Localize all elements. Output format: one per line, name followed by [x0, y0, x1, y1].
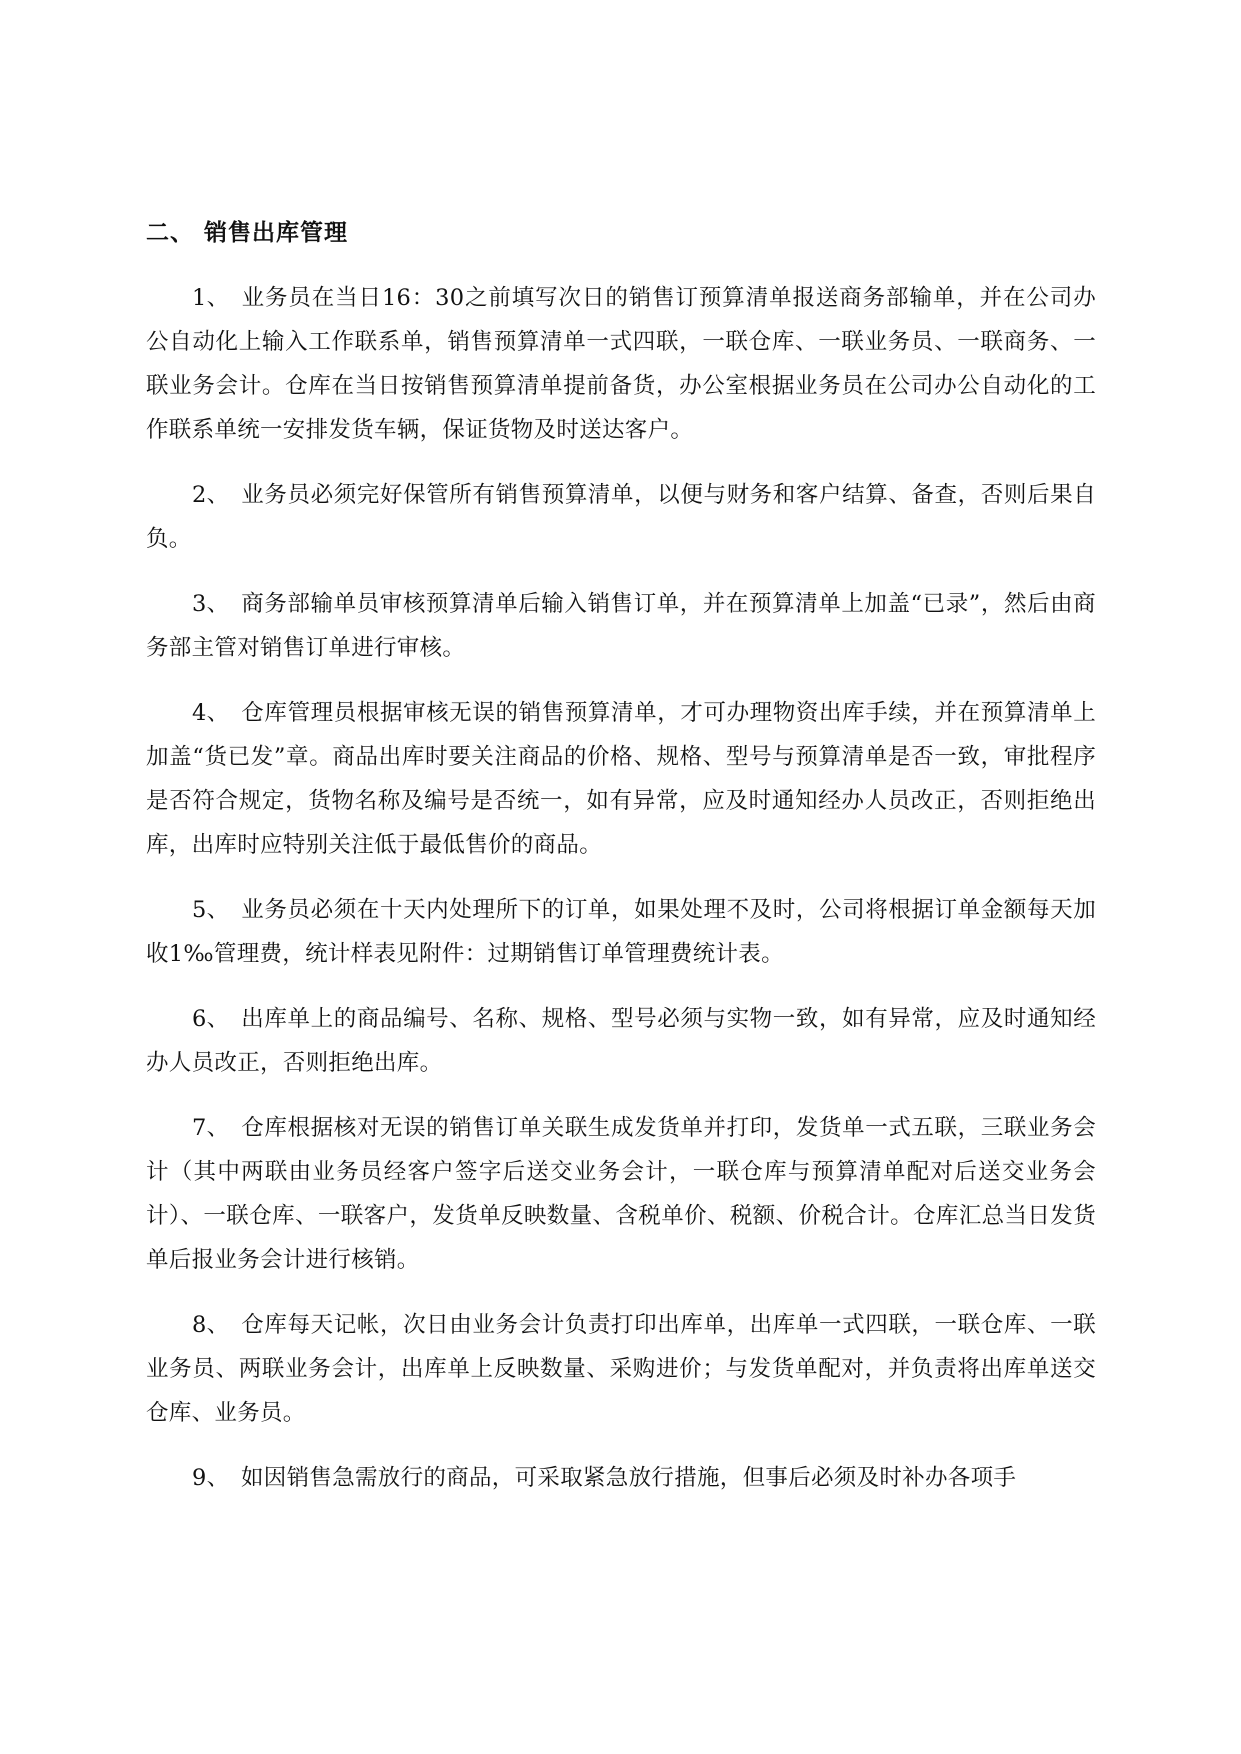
- section-number: 二、: [146, 220, 194, 246]
- paragraph-2: [146, 473, 1096, 561]
- paragraph-number: 8、: [192, 1312, 230, 1338]
- paragraph-7: [146, 1106, 1096, 1282]
- paragraph-number: 9、: [192, 1465, 230, 1491]
- paragraph-text: 商务部输单员审核预算清单后输入销售订单，并在预算清单上加盖“已录”，然后由商务部主管对销售订单进行审核。: [146, 591, 1096, 661]
- paragraph-text: 业务员必须完好保管所有销售预算清单，以便与财务和客户结算、备查，否则后果自负。: [146, 482, 1096, 552]
- paragraph-text: 业务员必须在十天内处理所下的订单，如果处理不及时，公司将根据订单金额每天加收1‰管理费，统计样表见附件：过期销售订单管理费统计表。: [146, 897, 1096, 967]
- paragraph-4: [146, 691, 1096, 867]
- paragraph-6: [146, 997, 1096, 1085]
- document-body: [146, 213, 1096, 1521]
- paragraph-5: [146, 888, 1096, 976]
- paragraph-number: 5、: [192, 897, 230, 923]
- paragraph-text: 如因销售急需放行的商品，可采取紧急放行措施，但事后必须及时补办各项手: [241, 1465, 1017, 1491]
- paragraph-8: [146, 1303, 1096, 1435]
- section-title: 销售出库管理: [204, 220, 348, 246]
- paragraph-1: [146, 276, 1096, 452]
- paragraph-number: 2、: [192, 482, 230, 508]
- paragraph-text: 业务员在当日16：30之前填写次日的销售订预算清单报送商务部输单，并在公司办公自动化上输入工作联系单，销售预算清单一式四联，一联仓库、一联业务员、一联商务、一联业务会计。仓库在当日按销售预算清单提前备货，办公室根据业务员在公司办公自动化的工作联系单统一安排发货车辆，保证货物及时送达客户。: [146, 285, 1096, 443]
- paragraph-number: 4、: [192, 700, 230, 726]
- paragraph-text: 仓库根据核对无误的销售订单关联生成发货单并打印，发货单一式五联，三联业务会计（其中两联由业务员经客户签字后送交业务会计，一联仓库与预算清单配对后送交业务会计）、一联仓库、一联客户，发货单反映数量、含税单价、税额、价税合计。仓库汇总当日发货单后报业务会计进行核销。: [146, 1115, 1096, 1273]
- paragraph-number: 6、: [192, 1006, 230, 1032]
- paragraph-number: 7、: [192, 1115, 230, 1141]
- paragraph-text: 仓库每天记帐，次日由业务会计负责打印出库单，出库单一式四联，一联仓库、一联业务员、两联业务会计，出库单上反映数量、采购进价；与发货单配对，并负责将出库单送交仓库、业务员。: [146, 1312, 1096, 1426]
- paragraph-number: 3、: [192, 591, 230, 617]
- paragraph-3: [146, 582, 1096, 670]
- section-heading: [146, 213, 1096, 253]
- paragraph-9: [146, 1456, 1096, 1500]
- paragraph-text: 仓库管理员根据审核无误的销售预算清单，才可办理物资出库手续，并在预算清单上加盖“货已发”章。商品出库时要关注商品的价格、规格、型号与预算清单是否一致，审批程序是否符合规定，货物名称及编号是否统一，如有异常，应及时通知经办人员改正，否则拒绝出库，出库时应特别关注低于最低售价的商品。: [146, 700, 1096, 858]
- paragraph-text: 出库单上的商品编号、名称、规格、型号必须与实物一致，如有异常，应及时通知经办人员改正，否则拒绝出库。: [146, 1006, 1096, 1076]
- paragraph-number: 1、: [192, 285, 230, 311]
